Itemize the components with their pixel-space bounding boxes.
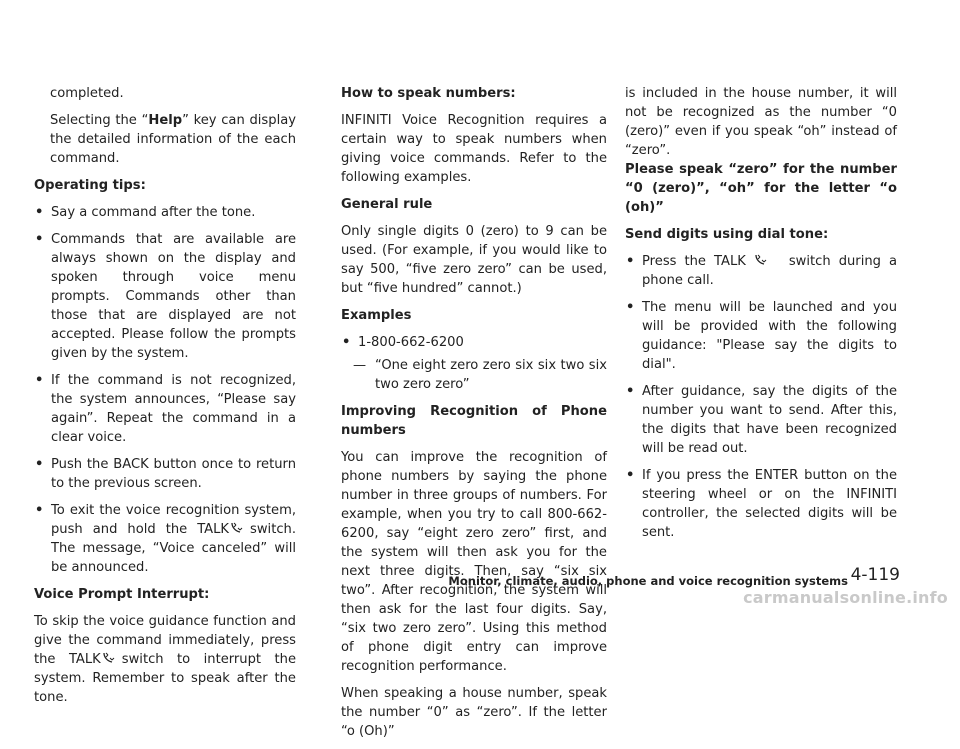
dial-item: • After guidance, say the digits of the number you want to send. After this, the digits that have been recognized will be read out.	[625, 382, 897, 458]
paragraph-house-number: When speaking a house number, speak the number “0” as “zero”. If the letter “o (Oh)”	[341, 686, 607, 739]
heading-how-to-speak-numbers: How to speak numbers:	[341, 86, 516, 101]
tip-item: • Push the BACK button once to return to the previous screen.	[34, 455, 296, 493]
example-item: • 1-800-662-6200	[341, 333, 607, 352]
dial-item-press-talk	[625, 252, 897, 290]
paragraph-house-cont: is included in the house number, it will not be recognized as the number “0 (zero)” even if you speak “oh” instead of “zero”.	[625, 86, 897, 158]
tip-item-exit	[34, 501, 296, 577]
heading-improving-recognition: Improving Recognition of Phone numbers	[341, 404, 607, 438]
paragraph-interrupt	[34, 612, 296, 707]
dial-press-post: switch during a phone call.	[642, 254, 898, 288]
example-spoken	[341, 356, 607, 394]
heading-examples: Examples	[341, 308, 412, 323]
column-left	[34, 84, 296, 715]
section-title: Monitor, climate, audio, phone and voice recognition systems	[448, 574, 848, 588]
tip-item: • If the command is not recognized, the system announces, “Please say again”. Repeat the command in a clear voice.	[34, 371, 296, 447]
heading-general-rule: General rule	[341, 197, 433, 212]
paragraph-numbers-intro: INFINITI Voice Recognition requires a certain way to speak numbers when giving voice commands. Refer to the following examples.	[341, 113, 607, 185]
tip-item: • Commands that are available are always shown on the display and spoken through voice menu prompts. Commands other than those that are displayed are not accepted. Please follow the prompts given by the system.	[34, 230, 296, 363]
talk-switch-icon	[102, 652, 115, 664]
example-spoken-text: “One eight zero zero six six two six two zero zero”	[375, 358, 607, 392]
paragraph-help	[34, 111, 296, 168]
interrupt-post: switch to interrupt the system. Remember to speak after the tone.	[34, 652, 296, 705]
talk-switch-icon	[230, 522, 243, 534]
heading-operating-tips: Operating tips:	[34, 178, 146, 193]
column-middle	[341, 84, 607, 749]
dash-marker: —	[353, 358, 367, 373]
help-key-label: Help	[148, 113, 183, 128]
paragraph-house-bold: Please speak “zero” for the number “0 (zero)”, “oh” for the letter “o (oh)”	[625, 162, 897, 215]
tip-exit-post: switch. The message, “Voice canceled” will be announced.	[51, 522, 296, 575]
dial-press-pre: Press the TALK	[642, 254, 746, 269]
column-right	[625, 84, 897, 550]
paragraph-general-rule: Only single digits 0 (zero) to 9 can be used. (For example, if you would like to say 500, “five zero zero” can be used, but “five hundred” cannot.)	[341, 224, 607, 296]
dial-item: • If you press the ENTER button on the steering wheel or on the INFINITI controller, the selected digits will be sent.	[625, 466, 897, 542]
page-footer	[0, 565, 960, 590]
heading-send-digits: Send digits using dial tone:	[625, 227, 829, 242]
heading-voice-prompt-interrupt: Voice Prompt Interrupt:	[34, 587, 210, 602]
talk-switch-icon	[754, 254, 767, 266]
dial-item: • The menu will be launched and you will be provided with the following guidance: "Please say the digits to dial".	[625, 298, 897, 374]
paragraph-completed: completed.	[50, 86, 124, 101]
paragraph-improving: You can improve the recognition of phone numbers by saying the phone number in three groups of numbers. For example, when you try to call 800-662-6200, say “eight zero zero” first, and the system will then ask you for the next three digits. Then, say “six six two”. After recognition, the system will then ask for the last four digits. Say, “six two zero zero”. Using this method of phone digit entry can improve recognition performance.	[341, 450, 607, 674]
help-text-post: ” key can display the detailed information of the each command.	[50, 113, 296, 166]
watermark: carmanualsonline.info	[743, 588, 948, 607]
tip-item: • Say a command after the tone.	[34, 203, 296, 222]
help-text-pre: Selecting the “	[50, 113, 149, 128]
interrupt-pre: To skip the voice guidance function and give the command immediately, press the TALK	[34, 614, 296, 667]
tip-exit-pre: To exit the voice recognition system, push and hold the TALK	[51, 503, 296, 537]
page-number: 4-119	[850, 565, 900, 585]
